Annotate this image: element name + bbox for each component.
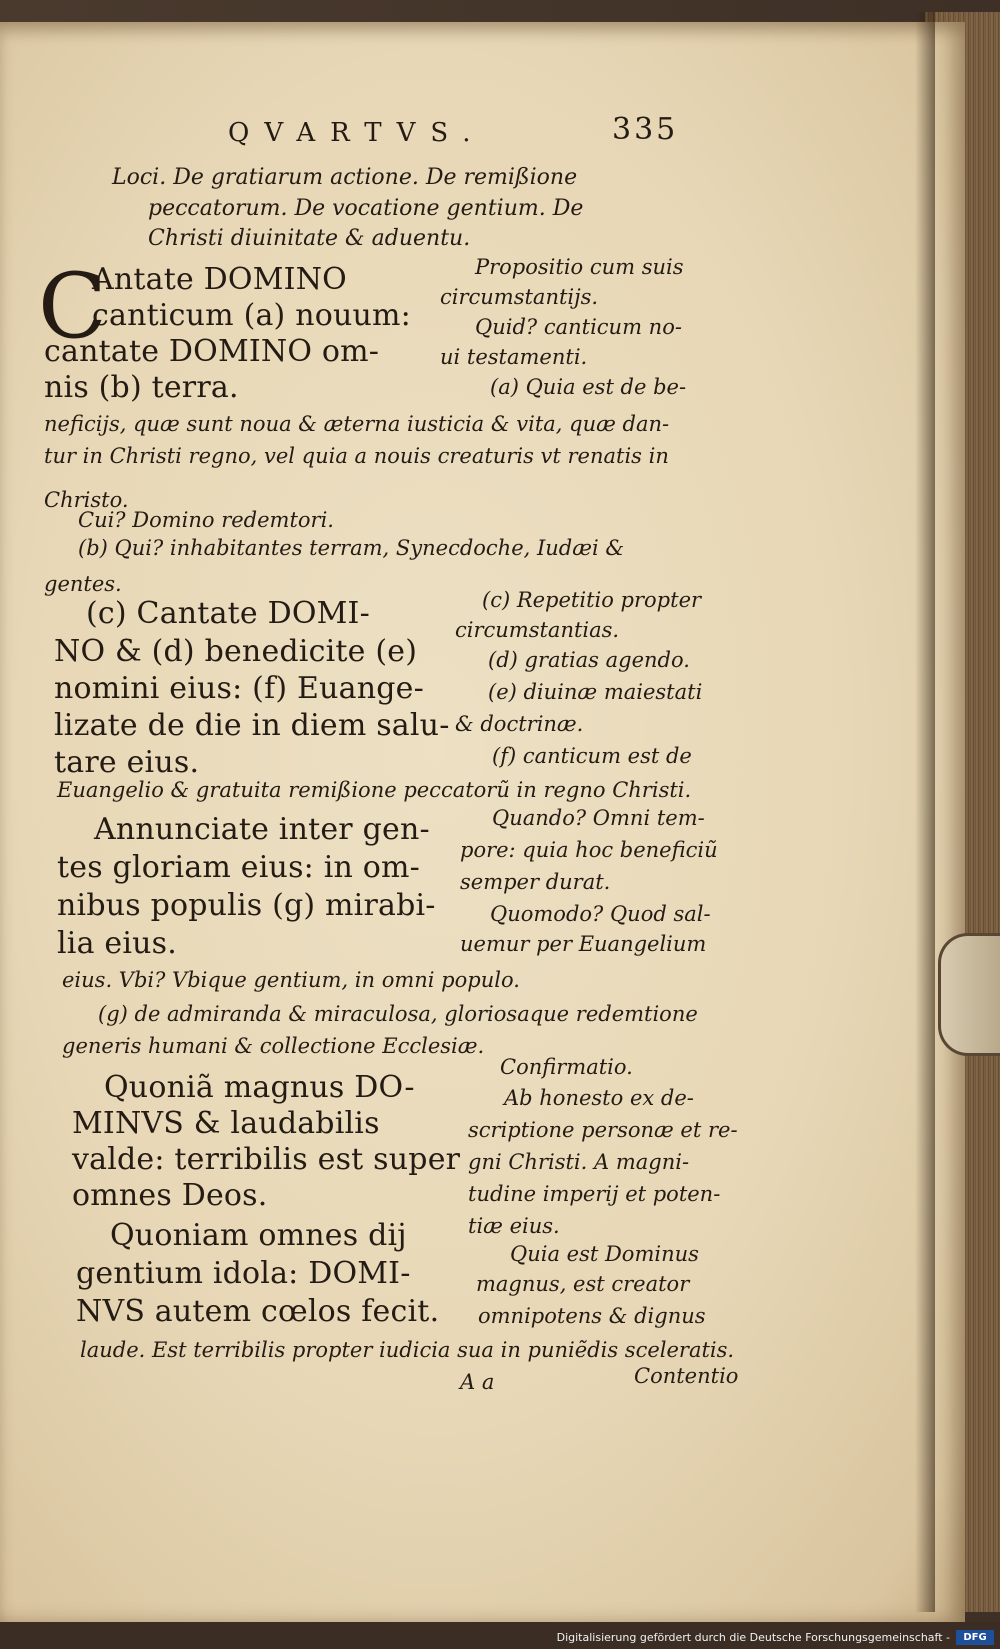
note3-line-6: eius. Vbi? Vbique gentium, in omni populo. — [62, 968, 520, 992]
verse5-line-2: gentium idola: DOMI- — [76, 1256, 411, 1291]
book-clasp-tab — [938, 933, 1000, 1056]
loci-line-1: Loci. De gratiarum actione. De remißione — [112, 165, 578, 190]
note1-line-7: tur in Christi regno, vel quia a nouis creaturis vt renatis in — [44, 444, 669, 468]
note3-line-5: uemur per Euangelium — [460, 932, 707, 956]
verse4-line-2: MINVS & laudabilis — [72, 1106, 380, 1141]
note1-line-4: ui testamenti. — [440, 345, 588, 369]
note3-line-7: (g) de admiranda & miraculosa, gloriosaque redemtione — [98, 1002, 698, 1026]
verse2-line-5: tare eius. — [54, 745, 200, 780]
note4-line-2: Ab honesto ex de- — [504, 1086, 694, 1110]
signature-mark: A a — [460, 1370, 495, 1394]
verse4-line-4: omnes Deos. — [72, 1178, 268, 1213]
note2-line-3: (d) gratias agendo. — [488, 648, 690, 672]
note4-line-5: tudine imperij et poten- — [468, 1182, 721, 1206]
note4-line-6: tiæ eius. — [468, 1214, 560, 1238]
running-head: QVARTVS. — [228, 118, 486, 148]
verse1-line-3: cantate DOMINO om- — [44, 334, 380, 369]
loci-line-2: peccatorum. De vocatione gentium. De — [148, 196, 584, 221]
note2-line-4: (e) diuinæ maiestati — [488, 680, 703, 704]
catchword: Contentio — [634, 1364, 739, 1388]
verse1-line-2: canticum (a) nouum: — [92, 298, 411, 333]
note5-line-3: omnipotens & dignus — [478, 1304, 706, 1328]
note1-line-6: neficijs, quæ sunt noua & æterna iusticia & vita, quæ dan- — [44, 412, 670, 436]
verse1-line-1: Antate DOMINO — [92, 262, 347, 297]
note4-line-1: Confirmatio. — [500, 1055, 633, 1079]
note2-line-7: Euangelio & gratuita remißione peccatorũ in regno Christi. — [57, 778, 692, 802]
verse2-line-1: (c) Cantate DOMI- — [86, 596, 370, 631]
verse2-line-2: NO & (d) benedicite (e) — [54, 634, 418, 669]
verse4-line-3: valde: terribilis est super — [72, 1142, 461, 1177]
note3-line-4: Quomodo? Quod sal- — [490, 902, 711, 926]
verse3-line-2: tes gloriam eius: in om- — [57, 850, 421, 885]
dfg-logo: DFG — [956, 1630, 994, 1645]
verse4-line-1: Quoniã magnus DO- — [104, 1070, 415, 1105]
note4-line-4: gni Christi. A magni- — [468, 1150, 690, 1174]
note1-line-11: gentes. — [44, 572, 122, 596]
verse2-line-4: lizate de die in diem salu- — [54, 708, 450, 743]
note5-line-1: Quia est Dominus — [510, 1242, 699, 1266]
note3-line-2: pore: quia hoc beneficiũ — [460, 838, 718, 862]
note3-line-8: generis humani & collectione Ecclesiæ. — [62, 1034, 485, 1058]
verse5-line-3: NVS autem cœlos fecit. — [76, 1294, 440, 1329]
drop-capital: C — [38, 254, 107, 359]
note1-line-10: (b) Qui? inhabitantes terram, Synecdoche, Iudæi & — [78, 536, 625, 560]
note1-line-8: Christo. — [44, 488, 129, 512]
note1-line-3: Quid? canticum no- — [475, 315, 682, 339]
verse3-line-3: nibus populis (g) mirabi- — [57, 888, 436, 923]
note2-line-6: (f) canticum est de — [492, 744, 692, 768]
note1-line-2: circumstantijs. — [440, 285, 599, 309]
verse3-line-4: lia eius. — [57, 926, 178, 961]
note5-line-2: magnus, est creator — [476, 1272, 690, 1296]
note2-line-2: circumstantias. — [455, 618, 620, 642]
note1-line-1: Propositio cum suis — [475, 255, 684, 279]
note1-line-5: (a) Quia est de be- — [490, 375, 687, 399]
loci-line-3: Christi diuinitate & aduentu. — [148, 226, 471, 251]
note4-line-3: scriptione personæ et re- — [468, 1118, 738, 1142]
verse5-line-1: Quoniam omnes dij — [110, 1218, 407, 1253]
note2-line-5: & doctrinæ. — [455, 712, 584, 736]
digitization-credit: Digitalisierung gefördert durch die Deutsche Forschungsgemeinschaft - — [556, 1631, 950, 1644]
page-number: 335 — [612, 112, 679, 147]
verse1-line-4: nis (b) terra. — [44, 370, 239, 405]
page-gutter-shadow — [915, 12, 935, 1612]
note2-line-1: (c) Repetitio propter — [482, 588, 702, 612]
note1-line-9: Cui? Domino redemtori. — [78, 508, 334, 532]
note3-line-3: semper durat. — [460, 870, 611, 894]
verse2-line-3: nomini eius: (f) Euange- — [54, 671, 424, 706]
verse3-line-1: Annunciate inter gen- — [94, 812, 430, 847]
note5-line-4: laude. Est terribilis propter iudicia sua in puniẽdis sceleratis. — [80, 1338, 735, 1362]
note3-line-1: Quando? Omni tem- — [492, 806, 705, 830]
